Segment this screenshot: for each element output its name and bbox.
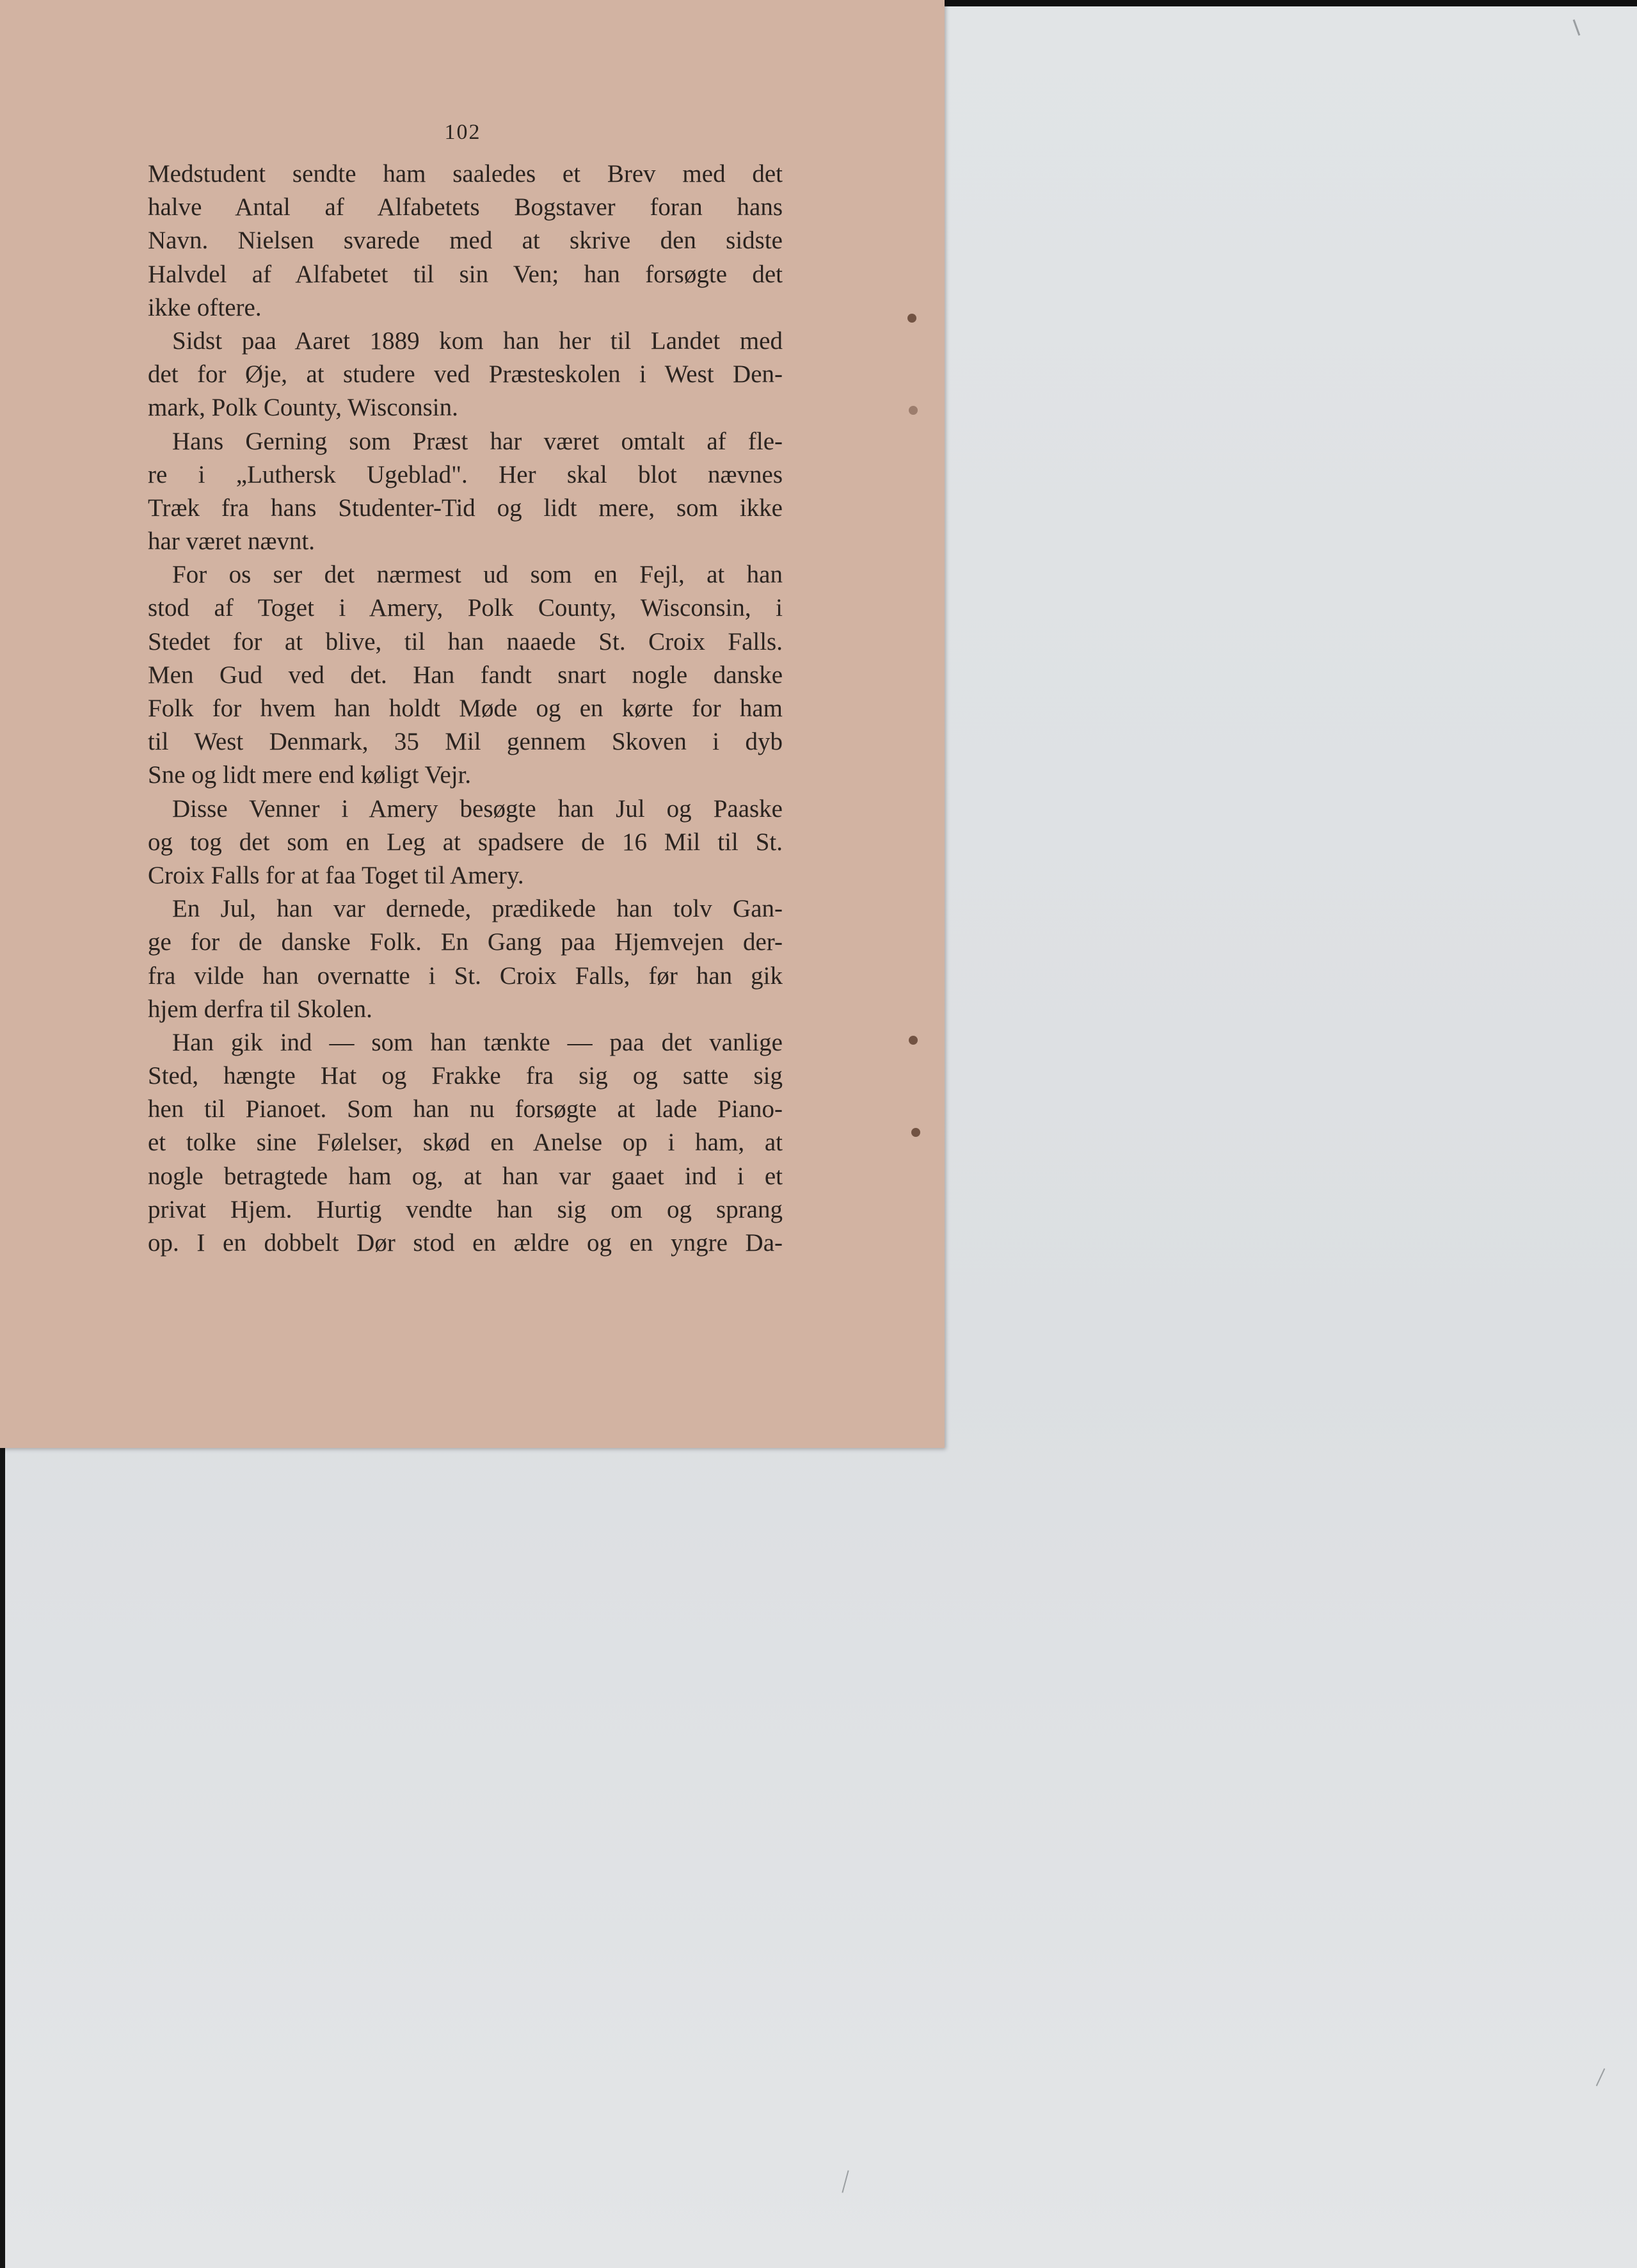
text-line: Hans Gerning som Præst har været omtalt af fle- [172,427,783,455]
text-line: op. I en dobbelt Dør stod en ældre og en yngre Da- [148,1229,783,1257]
text-line: til West Denmark, 35 Mil gennem Skoven i dyb [148,728,783,756]
text-line: Sted, hængte Hat og Frakke fra sig og satte sig [148,1062,783,1090]
text-line: stod af Toget i Amery, Polk County, Wisconsin, i [148,594,783,622]
binding-hole [909,1036,918,1045]
page-number: 102 [444,120,481,144]
page-text [148,157,783,1260]
text-line: Træk fra hans Studenter-Tid og lidt mere, som ikke [148,494,783,522]
text-line: Disse Venner i Amery besøgte han Jul og Paaske [172,794,783,823]
book-page [0,0,945,1448]
text-line: ge for de danske Folk. En Gang paa Hjemvejen der- [148,928,783,956]
text-line: En Jul, han var dernede, prædikede han tolv Gan- [172,895,783,923]
text-line: Croix Falls for at faa Toget til Amery. [148,861,524,889]
text-line: Folk for hvem han holdt Møde og en kørte for ham [148,695,783,722]
text-line: ikke oftere. [148,293,262,321]
text-line: privat Hjem. Hurtig vendte han sig om og sprang [148,1195,783,1223]
text-line: For os ser det nærmest ud som en Fejl, at han [172,561,783,589]
text-line: har været nævnt. [148,527,315,556]
text-line: og tog det som en Leg at spadsere de 16 Mil til St. [148,828,783,856]
text-line: Navn. Nielsen svarede med at skrive den sidste [148,227,783,255]
binding-hole [907,314,916,323]
text-line: re i „Luthersk Ugeblad". Her skal blot nævnes [148,460,783,488]
scan-edge-top [941,0,1637,6]
text-line: Sne og lidt mere end køligt Vejr. [148,761,472,789]
binding-hole [911,1128,920,1137]
text-line: nogle betragtede ham og, at han var gaaet ind i et [148,1162,783,1190]
text-line: Stedet for at blive, til han naaede St. Croix Falls. [148,627,783,655]
text-line: Halvdel af Alfabetet til sin Ven; han forsøgte det [148,260,783,288]
text-line: Medstudent sendte ham saaledes et Brev med det [148,160,783,188]
text-line: Han gik ind — som han tænkte — paa det vanlige [172,1028,783,1056]
scan-edge-left [0,1448,5,2268]
text-line: hen til Pianoet. Som han nu forsøgte at lade Piano- [148,1095,783,1123]
binding-hole [909,406,918,415]
text-line: et tolke sine Følelser, skød en Anelse op i ham, at [148,1129,783,1157]
text-line: det for Øje, at studere ved Præsteskolen i West Den- [148,360,783,389]
text-line: halve Antal af Alfabetets Bogstaver foran hans [148,193,783,221]
text-line: Sidst paa Aaret 1889 kom han her til Landet med [172,326,783,355]
text-line: fra vilde han overnatte i St. Croix Falls, før han gik [148,961,783,990]
text-line: mark, Polk County, Wisconsin. [148,394,458,422]
text-line: hjem derfra til Skolen. [148,995,372,1023]
text-line: Men Gud ved det. Han fandt snart nogle danske [148,661,783,689]
